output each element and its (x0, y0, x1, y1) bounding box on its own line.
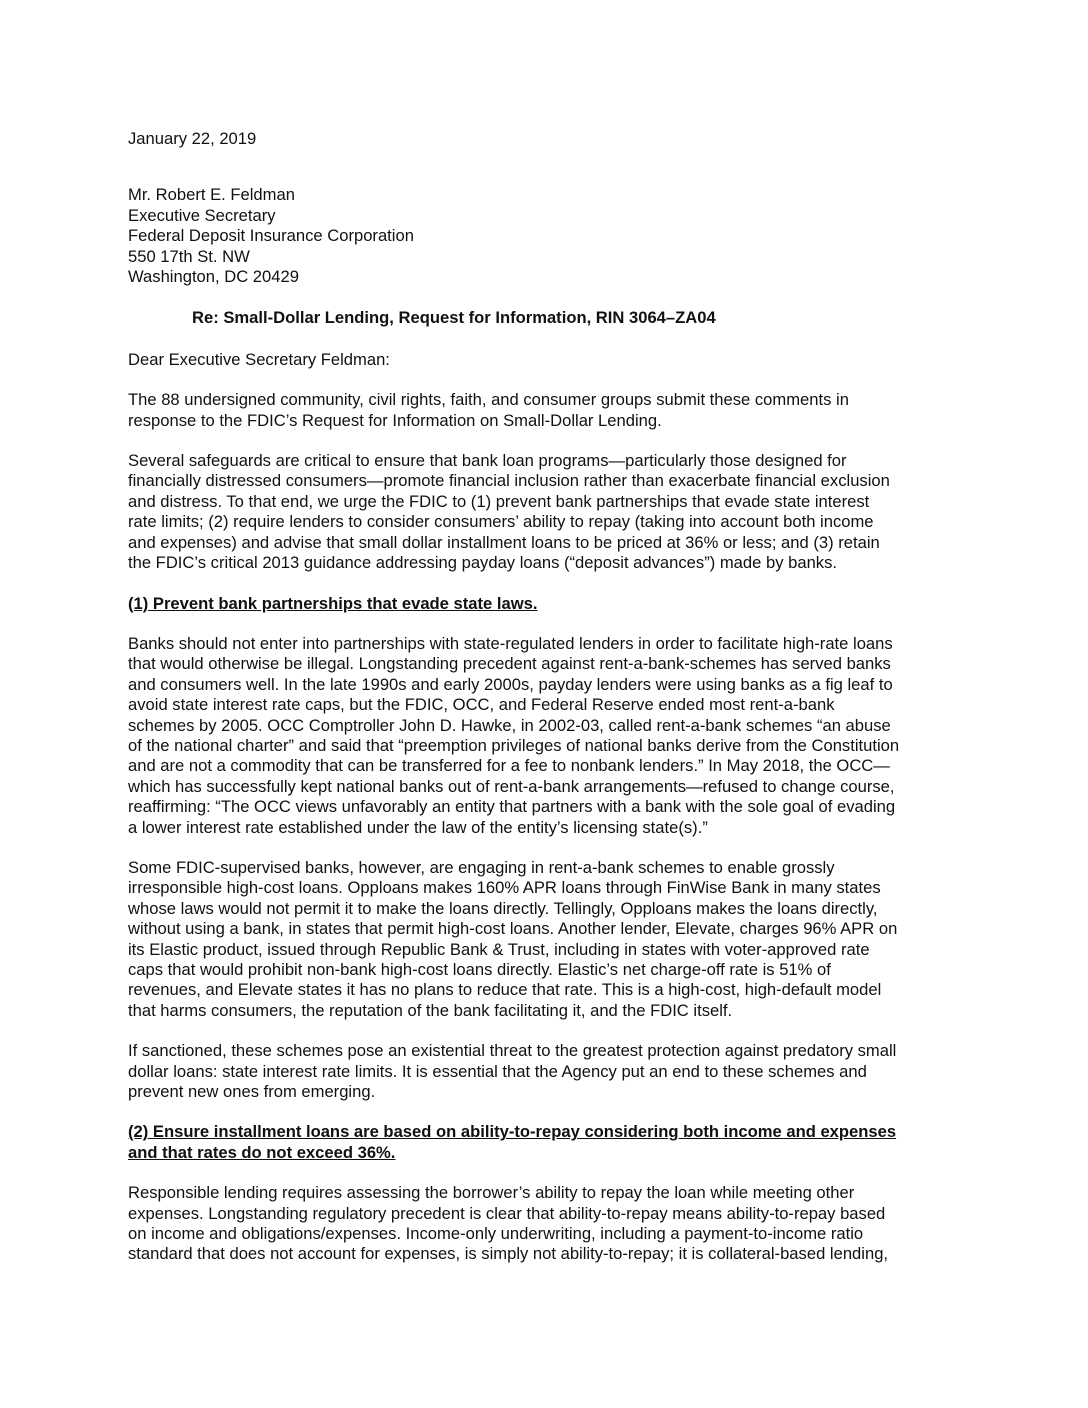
text-line: rate limits; (2) require lenders to consider consumers’ ability to repay (taking into account both income (128, 512, 874, 532)
recipient-city: Washington, DC 20429 (128, 267, 299, 287)
text-line: without using a bank, in states that permit high-cost loans. Another lender, Elevate, charges 96% APR on (128, 919, 898, 939)
text-line: which has successfully kept national banks out of rent-a-bank arrangements—refused to change course, (128, 776, 895, 796)
heading-line: and that rates do not exceed 36%. (128, 1142, 396, 1162)
text-line: and are not a commodity that can be transferred for a fee to nonbank lenders.” In May 2018, the OCC— (128, 756, 890, 776)
text-line: dollar loans: state interest rate limits. It is essential that the Agency put an end to these schemes and (128, 1061, 867, 1081)
text-line: and distress. To that end, we urge the FDIC to (1) prevent bank partnerships that evade state interest (128, 491, 870, 511)
text-line: If sanctioned, these schemes pose an existential threat to the greatest protection against predatory small (128, 1041, 897, 1061)
text-line: Several safeguards are critical to ensure that bank loan programs—particularly those designed for (128, 451, 847, 471)
text-line: that would otherwise be illegal. Longstanding precedent against rent-a-bank-schemes has served banks (128, 654, 891, 674)
section1-paragraph-2 (128, 858, 958, 1021)
text-line: schemes by 2005. OCC Comptroller John D. Hawke, in 2002-03, called rent-a-bank schemes “an abuse (128, 715, 891, 735)
text-line: revenues, and Elevate states it has no plans to reduce that rate. This is a high-cost, high-default model (128, 980, 882, 1000)
section1-paragraph-3 (128, 1041, 958, 1102)
text-line: Responsible lending requires assessing the borrower’s ability to repay the loan while meeting other (128, 1183, 855, 1203)
text-line: and consumers well. In the late 1990s and early 2000s, payday lenders were using banks as a fig leaf to (128, 674, 893, 694)
text-line: irresponsible high-cost loans. Opploans makes 160% APR loans through FinWise Bank in many states (128, 878, 881, 898)
text-line: of the national charter” and said that “preemption privileges of national banks derive from the Constitution (128, 735, 900, 755)
text-line: on income and obligations/expenses. Income-only underwriting, including a payment-to-income ratio (128, 1224, 864, 1244)
section-heading-1: (1) Prevent bank partnerships that evade state laws. (128, 593, 538, 613)
text-line: financially distressed consumers—promote financial inclusion rather than exacerbate financial exclusion (128, 471, 890, 491)
recipient-street: 550 17th St. NW (128, 246, 250, 266)
salutation: Dear Executive Secretary Feldman: (128, 349, 390, 369)
text-line: Some FDIC-supervised banks, however, are engaging in rent-a-bank schemes to enable grossly (128, 857, 835, 877)
text-line: and expenses) and advise that small dollar installment loans to be priced at 36% or less; and (3) retain (128, 532, 880, 552)
text-line: prevent new ones from emerging. (128, 1082, 376, 1102)
subject-line: Re: Small-Dollar Lending, Request for Information, RIN 3064–ZA04 (192, 308, 716, 328)
text-line: standard that does not account for expenses, is simply not ability-to-repay; it is collateral-based lending, (128, 1244, 889, 1264)
text-line: the FDIC’s critical 2013 guidance addressing payday loans (“deposit advances”) made by banks. (128, 553, 838, 573)
text-line: reaffirming: “The OCC views unfavorably an entity that partners with a bank with the sole goal of evading (128, 797, 896, 817)
text-line: expenses. Longstanding regulatory precedent is clear that ability-to-repay means ability-to-repay based (128, 1203, 886, 1223)
text-line: avoid state interest rate caps, but the FDIC, OCC, and Federal Reserve ended most rent-a-bank (128, 695, 835, 715)
recipient-organization: Federal Deposit Insurance Corporation (128, 226, 414, 246)
letter-date: January 22, 2019 (128, 129, 257, 148)
recipient-address (128, 185, 958, 287)
text-line: its Elastic product, issued through Republic Bank & Trust, including in states with voter-approved rate (128, 939, 870, 959)
text-line: that harms consumers, the reputation of the bank facilitating it, and the FDIC itself. (128, 1000, 733, 1020)
intro-paragraph (128, 390, 958, 431)
text-line: a lower interest rate established under the law of the entity’s licensing state(s).” (128, 817, 708, 837)
section-heading-2 (128, 1122, 958, 1163)
summary-paragraph (128, 451, 958, 573)
section2-paragraph-1 (128, 1183, 958, 1265)
text-line: whose laws would not permit it to make the loans directly. Tellingly, Opploans makes the loans directly, (128, 898, 878, 918)
recipient-title: Executive Secretary (128, 205, 276, 225)
text-line: response to the FDIC’s Request for Information on Small-Dollar Lending. (128, 410, 662, 430)
text-line: The 88 undersigned community, civil rights, faith, and consumer groups submit these comments in (128, 390, 849, 410)
letter-body (128, 129, 958, 1265)
text-line: caps that would prohibit non-bank high-cost loans directly. Elastic’s net charge-off rate is 51% of (128, 960, 831, 979)
text-line: Banks should not enter into partnerships with state-regulated lenders in order to facilitate high-rate loans (128, 633, 893, 653)
recipient-name: Mr. Robert E. Feldman (128, 185, 295, 205)
heading-line: (2) Ensure installment loans are based on ability-to-repay considering both income and expenses (128, 1122, 897, 1142)
section1-paragraph-1 (128, 634, 958, 838)
